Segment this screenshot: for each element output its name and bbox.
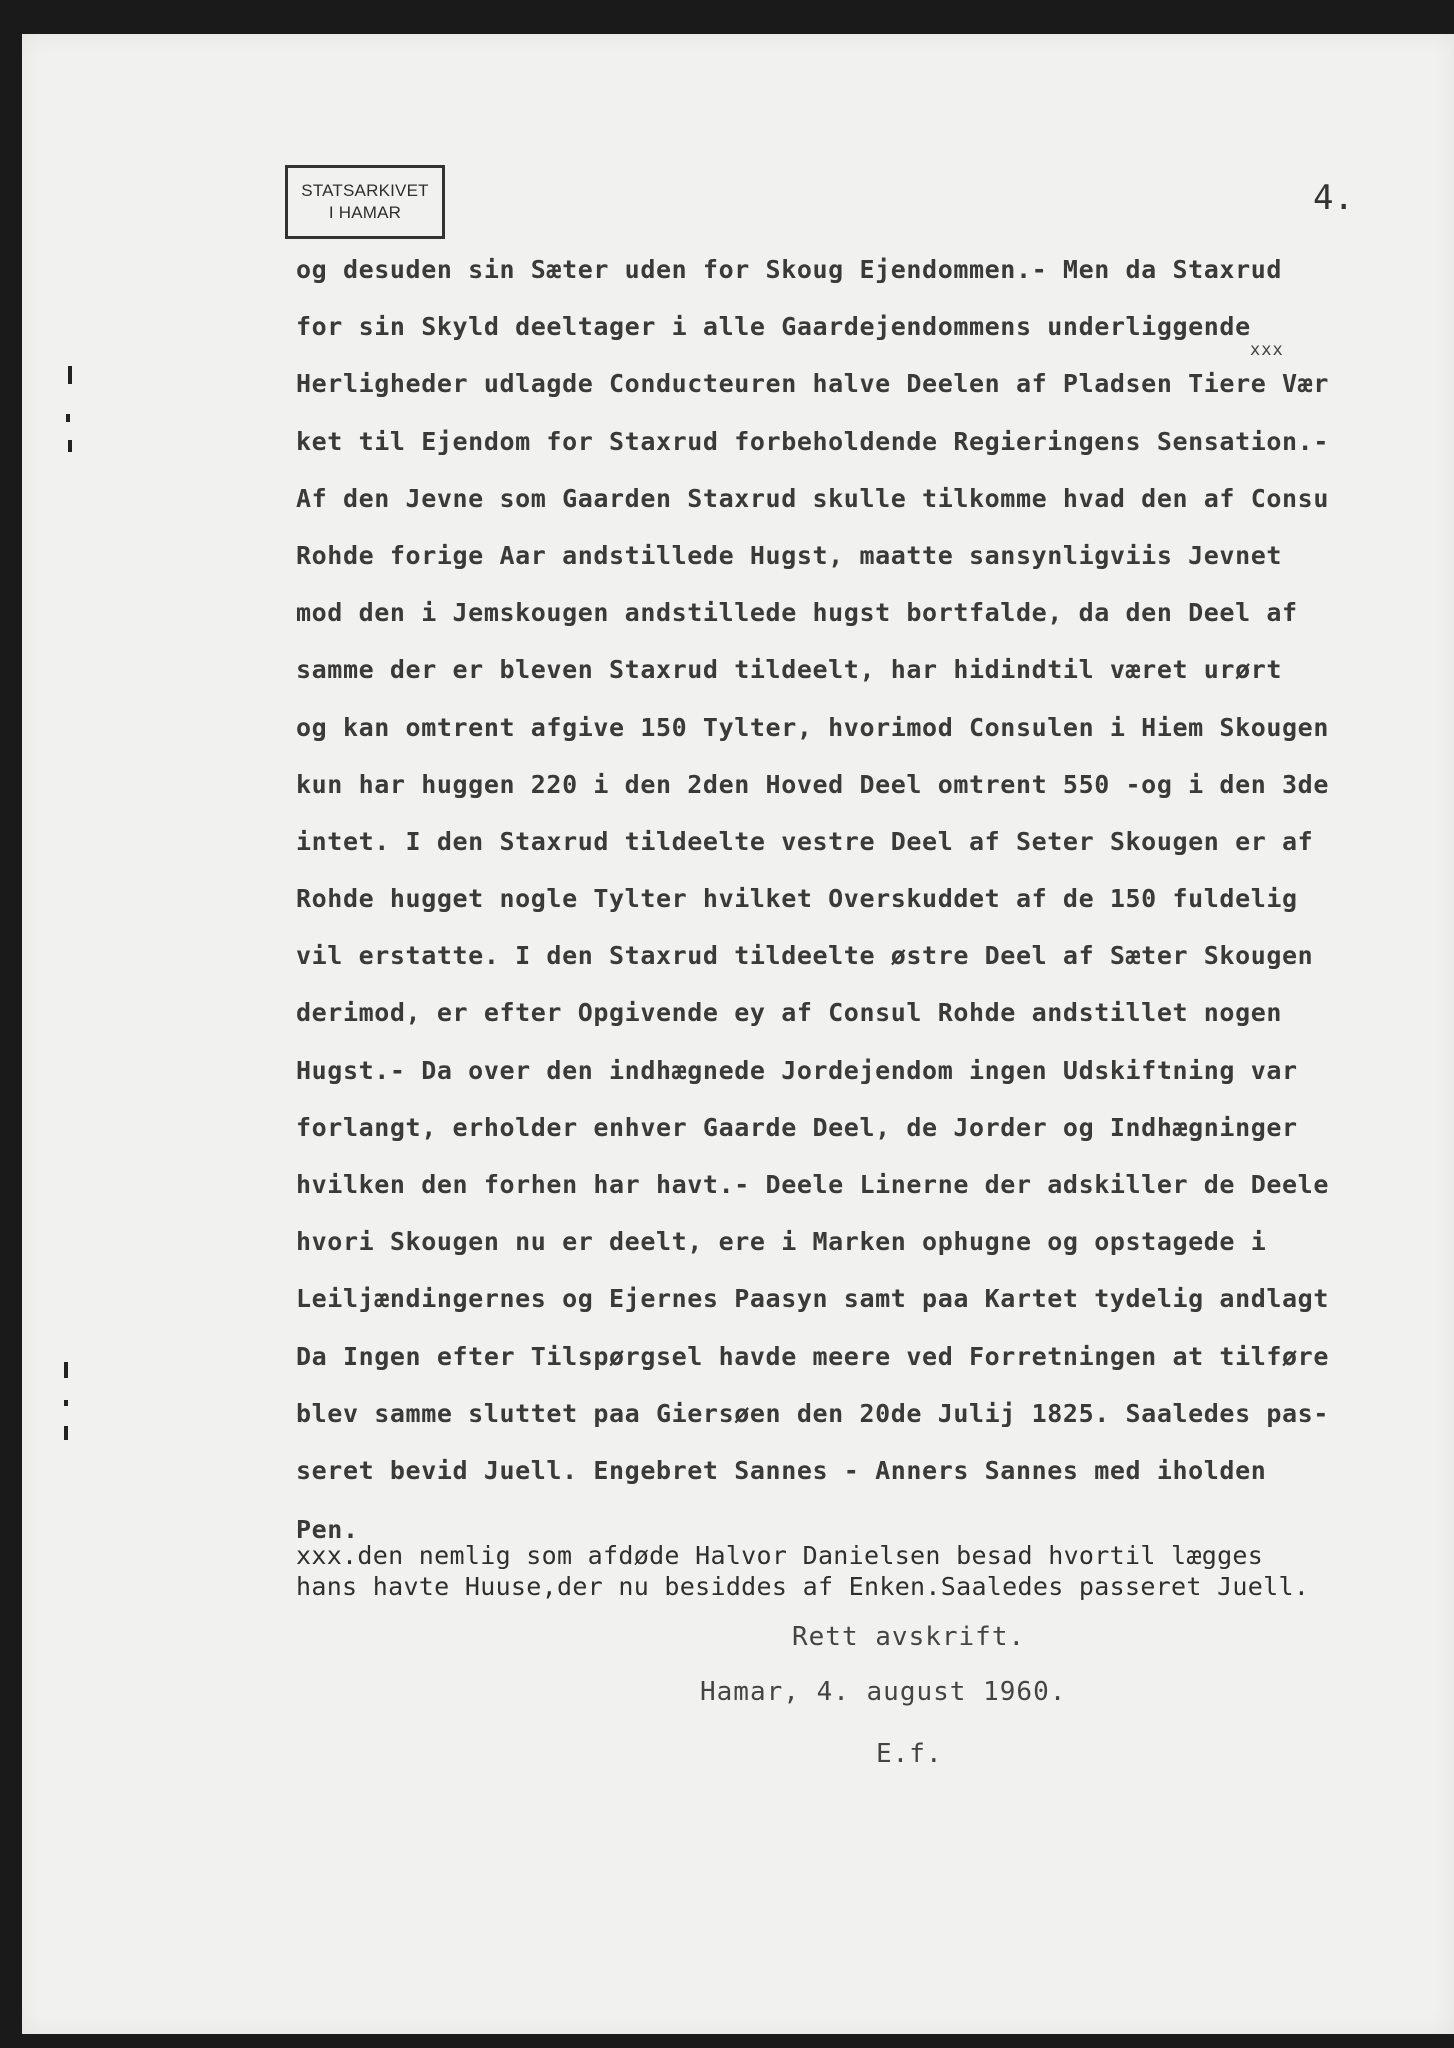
body-text-line: forlangt, erholder enhver Gaarde Deel, de Jorder og Indhægninger xyxy=(296,1112,1298,1142)
body-text-line: Leiljændingernes og Ejernes Paasyn samt paa Kartet tydelig andlagt xyxy=(296,1284,1329,1314)
body-text-line: samme der er bleven Staxrud tildeelt, har hidindtil været urørt xyxy=(296,655,1283,685)
body-text-line: blev samme sluttet paa Giersøen den 20de Julij 1825. Saaledes pas- xyxy=(296,1398,1329,1428)
archive-stamp-line2: I HAMAR xyxy=(328,203,402,222)
body-text-line: seret bevid Juell. Engebret Sannes - Anners Sannes med iholden xyxy=(296,1455,1267,1485)
body-text-line: Af den Jevne som Gaarden Staxrud skulle tilkomme hvad den af Consu xyxy=(296,483,1329,513)
body-text xyxy=(296,252,1454,1510)
archive-stamp-line1: STATSARKIVET xyxy=(301,181,429,200)
archive-stamp xyxy=(285,165,445,239)
certification-line: Rett avskrift. xyxy=(792,1622,1026,1652)
footnote xyxy=(296,1540,1454,1602)
body-text-line: hvori Skougen nu er deelt, ere i Marken ophugne og opstagede i xyxy=(296,1227,1267,1257)
body-text-line: Rohde hugget nogle Tylter hvilket Overskuddet af de 150 fuldelig xyxy=(296,884,1298,914)
initials-line: E.f. xyxy=(876,1739,943,1769)
body-text-line: vil erstatte. I den Staxrud tildeelte østre Deel af Sæter Skougen xyxy=(296,941,1314,971)
footnote-line: xxx.den nemlig som afdøde Halvor Danielsen besad hvortil lægges xyxy=(296,1541,1264,1570)
margin-mark xyxy=(68,366,72,384)
body-text-line: Da Ingen efter Tilspørgsel havde meere ved Forretningen at tilføre xyxy=(296,1341,1329,1371)
margin-mark xyxy=(64,1362,68,1378)
place-date-line: Hamar, 4. august 1960. xyxy=(700,1677,1067,1707)
body-text-line: derimod, er efter Opgivende ey af Consul Rohde andstillet nogen xyxy=(296,998,1283,1028)
footnote-line: hans havte Huuse,der nu besiddes af Enken.Saaledes passeret Juell. xyxy=(296,1572,1310,1601)
body-text-line: intet. I den Staxrud tildeelte vestre Deel af Seter Skougen er af xyxy=(296,826,1314,856)
body-text-line: hvilken den forhen har havt.- Deele Linerne der adskiller de Deele xyxy=(296,1170,1329,1199)
body-text-line: for sin Skyld deeltager i alle Gaardejendommens underliggende xyxy=(296,312,1251,342)
margin-mark xyxy=(64,1400,68,1406)
body-text-line: Rohde forige Aar andstillede Hugst, maatte sansynligviis Jevnet xyxy=(296,540,1283,570)
body-text-line: mod den i Jemskougen andstillede hugst bortfalde, da den Deel af xyxy=(296,598,1298,628)
margin-mark xyxy=(68,440,72,452)
body-text-line: Herligheder udlagde Conducteuren halve Deelen af Pladsen Tiere Vær xyxy=(296,369,1329,399)
margin-mark xyxy=(64,1426,68,1440)
body-text-line: kun har huggen 220 i den 2den Hoved Deel omtrent 550 -og i den 3de xyxy=(296,769,1329,799)
pen-line: Pen. xyxy=(296,1515,359,1544)
insertion-mark: xxx xyxy=(1250,340,1284,360)
body-text-line: Hugst.- Da over den indhægnede Jordejendom ingen Udskiftning var xyxy=(296,1055,1298,1085)
body-text-line: ket til Ejendom for Staxrud forbeholdende Regieringens Sensation.- xyxy=(296,426,1329,456)
body-text-line: og desuden sin Sæter uden for Skoug Ejendommen.- Men da Staxrud xyxy=(296,255,1283,284)
body-text-line: og kan omtrent afgive 150 Tylter, hvorimod Consulen i Hiem Skougen xyxy=(296,712,1329,742)
margin-mark xyxy=(66,414,70,422)
page-number: 4. xyxy=(1313,178,1354,218)
